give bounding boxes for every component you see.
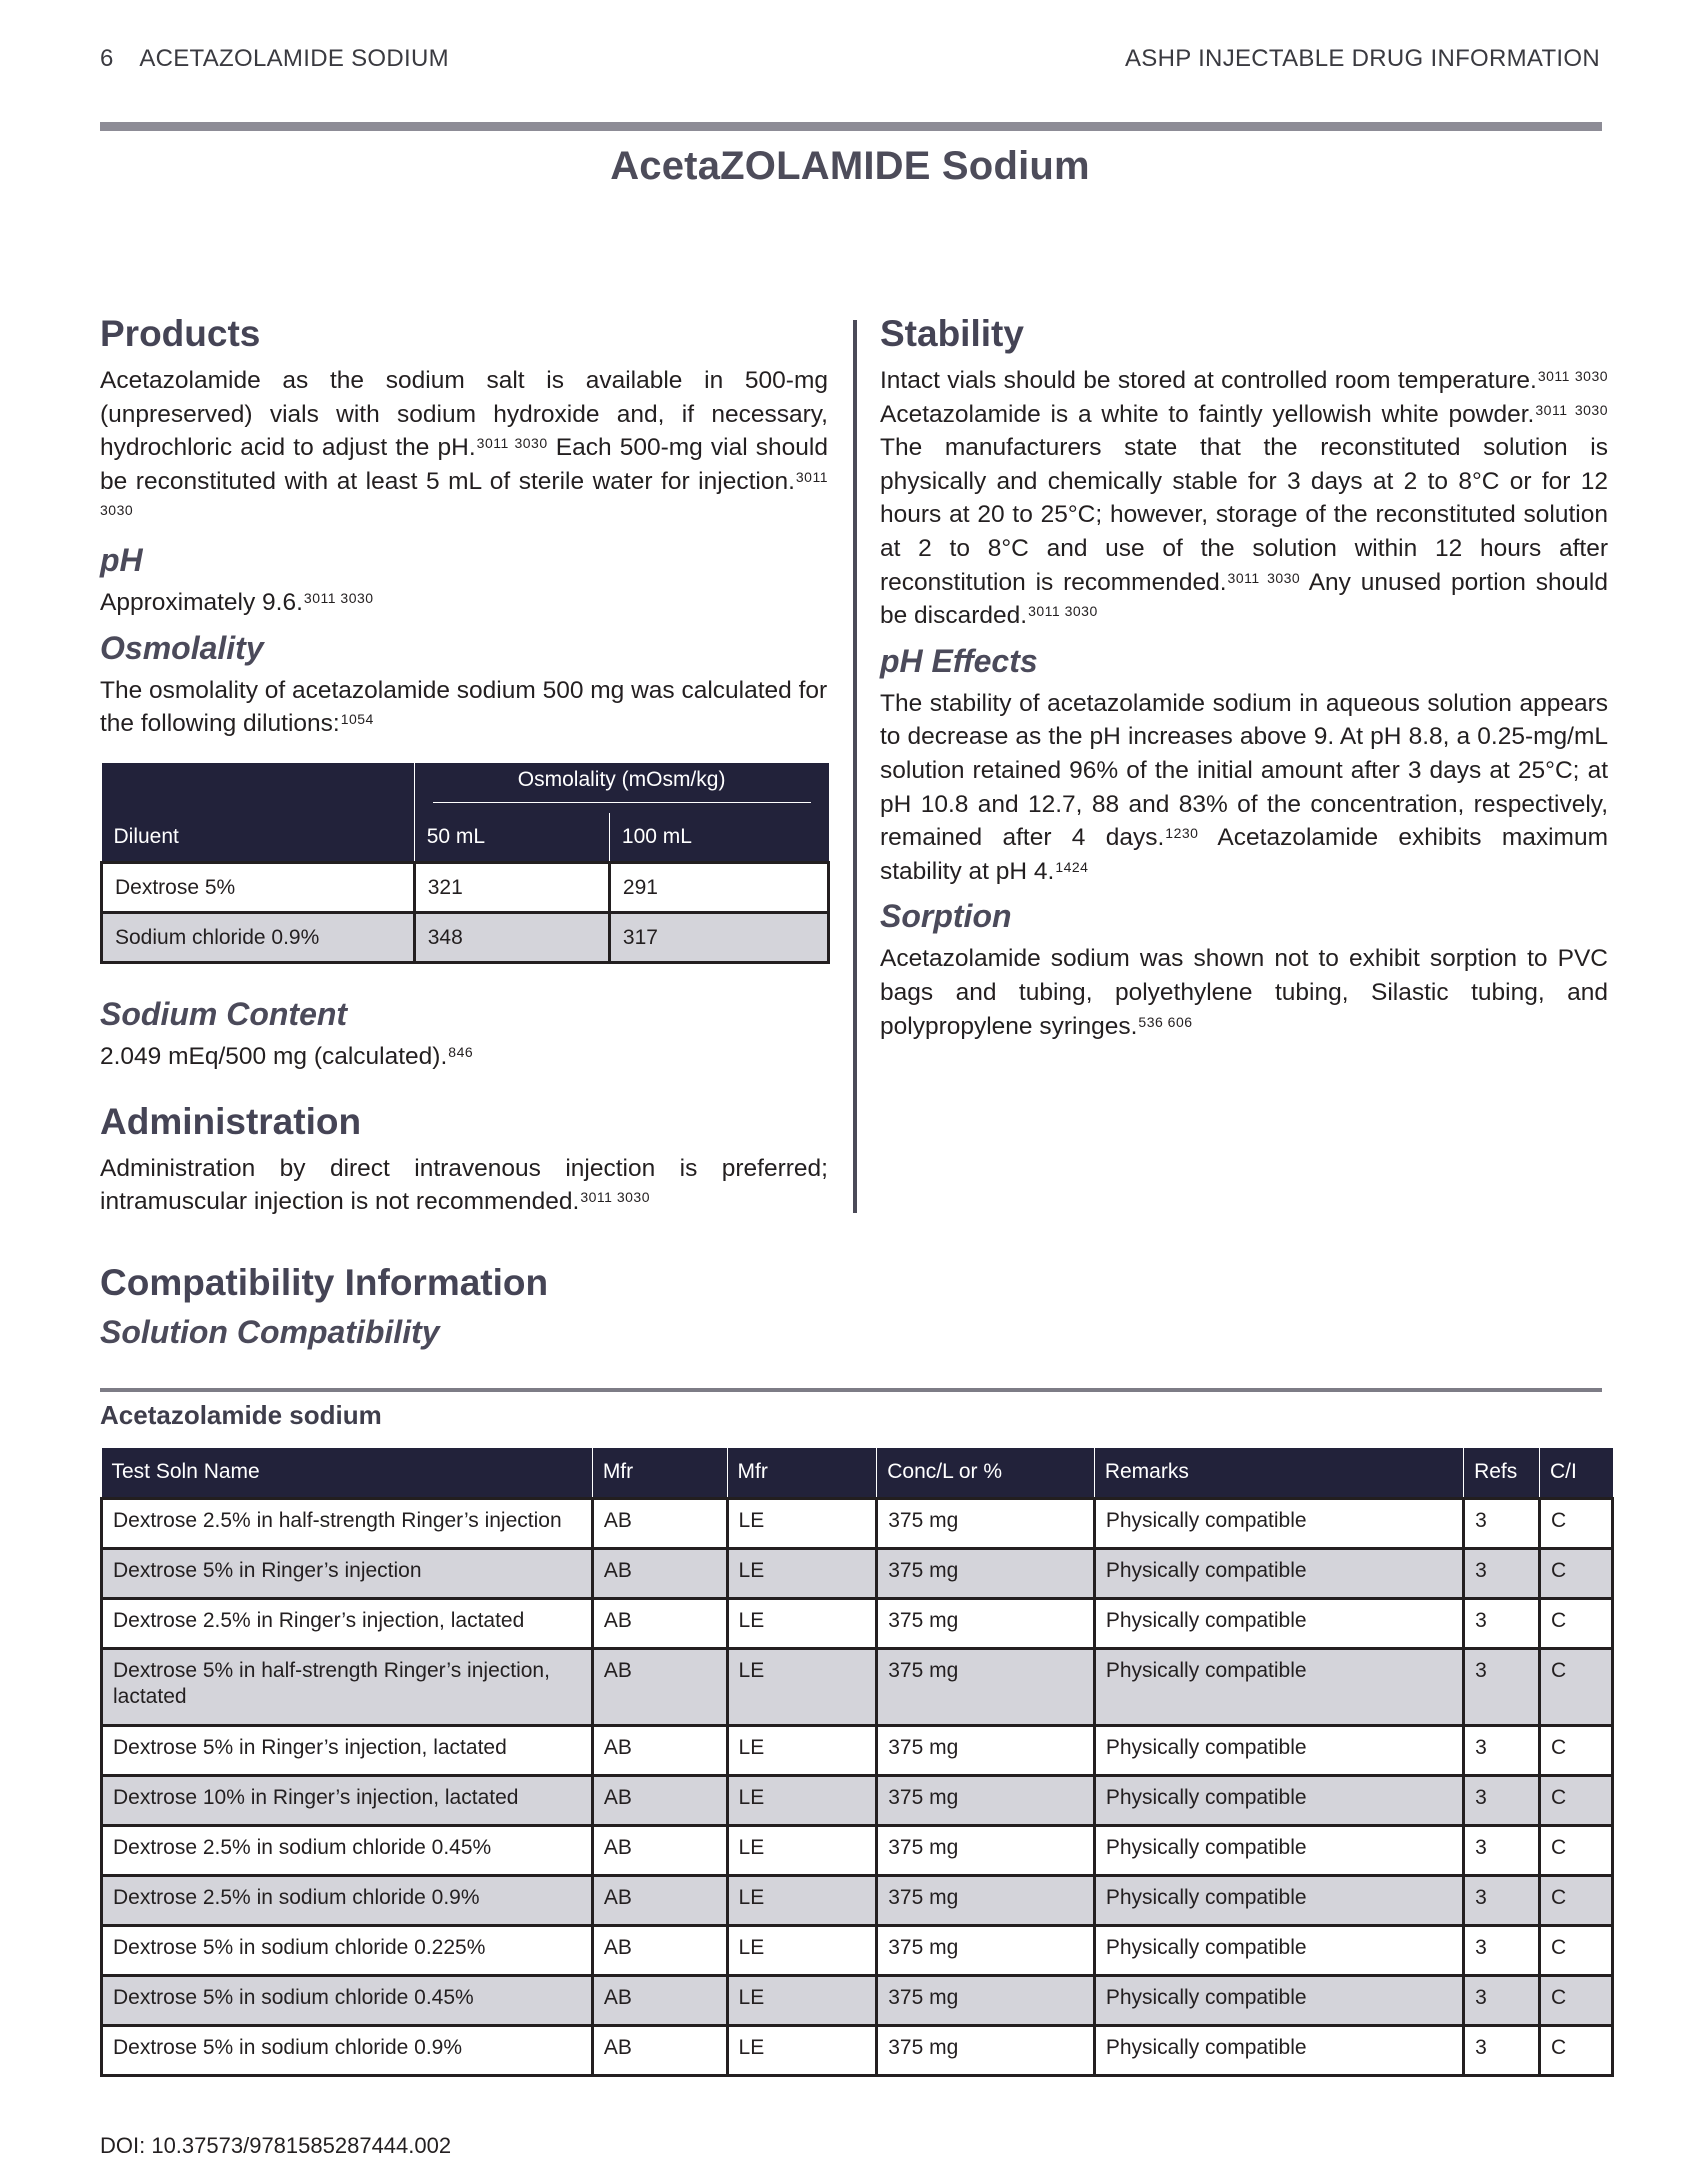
products-section: [100, 312, 828, 532]
concentration-cell: 375 mg: [877, 1648, 1095, 1725]
concentration-cell: 375 mg: [877, 1498, 1095, 1548]
publication-title: ASHP INJECTABLE DRUG INFORMATION: [1125, 45, 1600, 72]
ci-cell: C: [1540, 1498, 1613, 1548]
reference-superscript: 3011 3030: [1227, 569, 1301, 586]
monograph-title: AcetaZOLAMIDE Sodium: [610, 144, 1090, 188]
test-soln-cell: Dextrose 5% in Ringer’s injection, lactated: [102, 1725, 593, 1775]
solution-mfr-cell: AB: [592, 1925, 727, 1975]
remarks-cell: Physically compatible: [1094, 1925, 1463, 1975]
sodium-content-text: 2.049 mEq/500 mg (calculated).$^{846}$: [100, 1043, 474, 1071]
table-row: [102, 1925, 1613, 1975]
reference-superscript: 3011 3030: [1028, 603, 1098, 620]
drug-mfr-cell: LE: [727, 1825, 877, 1875]
remarks-cell: Physically compatible: [1094, 1598, 1463, 1648]
column-header-conc: Conc/L or %: [877, 1448, 1095, 1498]
concentration-cell: 375 mg: [877, 1975, 1095, 2025]
doi-footer: DOI: 10.37573/9781585287444.002: [100, 2133, 452, 2158]
osmolality-heading: Osmolality: [100, 629, 264, 666]
table-row: [102, 1875, 1613, 1925]
solution-mfr-cell: AB: [592, 1975, 727, 2025]
sorption-section: [880, 896, 1608, 1043]
osmolality-section: [100, 628, 828, 965]
left-column: [100, 312, 828, 1219]
drug-mfr-cell: LE: [727, 1875, 877, 1925]
test-soln-cell: Dextrose 5% in sodium chloride 0.9%: [102, 2025, 593, 2075]
refs-cell: 3: [1464, 1925, 1540, 1975]
drug-mfr-cell: LE: [727, 1925, 877, 1975]
remarks-cell: Physically compatible: [1094, 2025, 1463, 2075]
solution-mfr-cell: AB: [592, 1725, 727, 1775]
refs-cell: 3: [1464, 1775, 1540, 1825]
drug-mfr-cell: LE: [727, 1598, 877, 1648]
reference-superscript: 1054: [340, 711, 374, 728]
refs-cell: 3: [1464, 1648, 1540, 1725]
osmolality-group-header: Osmolality (mOsm/kg): [414, 763, 828, 813]
solution-mfr-cell: AB: [592, 1875, 727, 1925]
column-header-refs: Refs: [1464, 1448, 1540, 1498]
running-header-left: [100, 45, 449, 73]
remarks-cell: Physically compatible: [1094, 1548, 1463, 1598]
drug-label: Acetazolamide sodium: [100, 1400, 382, 1430]
ci-cell: C: [1540, 1598, 1613, 1648]
test-soln-cell: Dextrose 2.5% in sodium chloride 0.9%: [102, 1875, 593, 1925]
administration-text: Administration by direct intravenous injection is preferred; intramuscular injection is not recommended.$^{3011 3030}$: [100, 1154, 828, 1216]
column-header-50ml: 50 mL: [414, 813, 609, 863]
table-row: [102, 863, 829, 913]
reference-superscript: 3011 3030: [580, 1189, 650, 1206]
column-header-remarks: Remarks: [1094, 1448, 1463, 1498]
page-number: 6: [100, 45, 114, 72]
running-section-title: ACETAZOLAMIDE SODIUM: [139, 45, 449, 72]
concentration-cell: 375 mg: [877, 1725, 1095, 1775]
right-column: [880, 312, 1608, 1043]
products-text: Acetazolamide as the sodium salt is available in 500-mg (unpreserved) vials with sodium hydroxide and, if necessary, hydrochloric acid to adjust the pH.$^{3011 3030}$ Each 500-mg vial should be reconstituted with at least 5 mL of sterile water for injection.$^{3011 3030}$: [100, 367, 828, 519]
solution-mfr-cell: AB: [592, 1548, 727, 1598]
solution-mfr-cell: AB: [592, 1598, 727, 1648]
test-soln-cell: Dextrose 2.5% in sodium chloride 0.45%: [102, 1825, 593, 1875]
osmolality-100ml-cell: 317: [609, 913, 828, 963]
test-soln-cell: Dextrose 5% in sodium chloride 0.45%: [102, 1975, 593, 2025]
remarks-cell: Physically compatible: [1094, 1775, 1463, 1825]
concentration-cell: 375 mg: [877, 2025, 1095, 2075]
concentration-cell: 375 mg: [877, 1598, 1095, 1648]
column-header-ci: C/I: [1540, 1448, 1613, 1498]
sorption-text: Acetazolamide sodium was shown not to exhibit sorption to PVC bags and tubing, polyethylene tubing, Silastic tubing, and polypropylene syringes.$^{536 606}$: [880, 945, 1608, 1040]
column-header-diluent: Diluent: [102, 813, 415, 863]
header-rule: [100, 122, 1602, 131]
remarks-cell: Physically compatible: [1094, 1975, 1463, 2025]
refs-cell: 3: [1464, 1548, 1540, 1598]
refs-cell: 3: [1464, 2025, 1540, 2075]
concentration-cell: 375 mg: [877, 1925, 1095, 1975]
test-soln-cell: Dextrose 5% in half-strength Ringer’s injection, lactated: [102, 1648, 593, 1725]
table-row: [102, 1648, 1613, 1725]
osmolality-text: The osmolality of acetazolamide sodium 500 mg was calculated for the following dilutions:$^{1054}$: [100, 676, 828, 738]
test-soln-cell: Dextrose 2.5% in half-strength Ringer’s injection: [102, 1498, 593, 1548]
drug-mfr-cell: LE: [727, 1725, 877, 1775]
solution-mfr-cell: AB: [592, 1775, 727, 1825]
refs-cell: 3: [1464, 1725, 1540, 1775]
test-soln-cell: Dextrose 5% in Ringer’s injection: [102, 1548, 593, 1598]
ci-cell: C: [1540, 1975, 1613, 2025]
refs-cell: 3: [1464, 1825, 1540, 1875]
column-header-100ml: 100 mL: [609, 813, 828, 863]
reference-superscript: 3011 3030: [303, 589, 374, 606]
administration-section: [100, 1100, 828, 1219]
compatibility-heading: Compatibility Information: [100, 1262, 549, 1303]
ci-cell: C: [1540, 1925, 1613, 1975]
drug-mfr-cell: LE: [727, 1498, 877, 1548]
remarks-cell: Physically compatible: [1094, 1875, 1463, 1925]
osmolality-50ml-cell: 321: [414, 863, 609, 913]
administration-heading: Administration: [100, 1100, 362, 1142]
concentration-cell: 375 mg: [877, 1775, 1095, 1825]
ph-effects-text: The stability of acetazolamide sodium in aqueous solution appears to decrease as the pH increases above 9. At pH 8.8, a 0.25-mg/mL solution retained 96% of the initial amount after 3 days at 25°C; at pH 10.8 and 12.7, 88 and 83% of the concentration, respectively, remained after 4 days.$^{1230}$ Acetazolamide exhibits maximum stability at pH 4.$^{1424}$: [880, 689, 1608, 885]
test-soln-cell: Dextrose 10% in Ringer’s injection, lactated: [102, 1775, 593, 1825]
sorption-heading: Sorption: [880, 898, 1012, 935]
solution-mfr-cell: AB: [592, 2025, 727, 2075]
reference-superscript: 846: [448, 1044, 474, 1061]
table-row: [102, 1975, 1613, 2025]
ph-heading: pH: [100, 541, 143, 578]
concentration-cell: 375 mg: [877, 1875, 1095, 1925]
osmolality-header-blank: [102, 763, 415, 813]
concentration-cell: 375 mg: [877, 1548, 1095, 1598]
table-row: [102, 2025, 1613, 2075]
remarks-cell: Physically compatible: [1094, 1725, 1463, 1775]
reference-superscript: 536 606: [1138, 1013, 1193, 1030]
ph-effects-section: [880, 641, 1608, 889]
reference-superscript: 3011 3030: [476, 435, 548, 452]
refs-cell: 3: [1464, 1598, 1540, 1648]
solution-compatibility-heading: Solution Compatibility: [100, 1314, 440, 1350]
table-row: [102, 1598, 1613, 1648]
refs-cell: 3: [1464, 1975, 1540, 2025]
solution-compatibility-table: [100, 1448, 1614, 2077]
drug-mfr-cell: LE: [727, 1648, 877, 1725]
reference-superscript: 3011 3030: [1535, 401, 1608, 418]
stability-section: [880, 312, 1608, 633]
refs-cell: 3: [1464, 1498, 1540, 1548]
osmolality-table: [100, 763, 830, 965]
ci-cell: C: [1540, 1775, 1613, 1825]
ph-effects-heading: pH Effects: [880, 642, 1038, 679]
table-row: [102, 1498, 1613, 1548]
stability-heading: Stability: [880, 313, 1024, 354]
remarks-cell: Physically compatible: [1094, 1498, 1463, 1548]
drug-mfr-cell: LE: [727, 2025, 877, 2075]
refs-cell: 3: [1464, 1875, 1540, 1925]
table-row: [102, 1775, 1613, 1825]
concentration-cell: 375 mg: [877, 1825, 1095, 1875]
reference-superscript: 1230: [1165, 825, 1199, 842]
ph-text: Approximately 9.6.$^{3011 3030}$: [100, 588, 374, 616]
reference-superscript: 3011 3030: [100, 468, 828, 519]
compatibility-rule: [100, 1388, 1602, 1392]
stability-text: Intact vials should be stored at controlled room temperature.$^{3011 3030}$ Acetazolamide is a white to faintly yellowish white powder.$^{3011 3030}$ The manufacturers state that the reconstituted solution is physically and chemically stable for 3 days at 2 to 8°C or for 12 hours at 20 to 25°C; however, storage of the reconstituted solution at 2 to 8°C and use of the solution within 12 hours after reconstitution is recommended.$^{3011 3030}$ Any unused portion should be discarded.$^{3011 3030}$: [880, 367, 1609, 630]
drug-mfr-cell: LE: [727, 1775, 877, 1825]
ci-cell: C: [1540, 1725, 1613, 1775]
table-row: [102, 1548, 1613, 1598]
reference-superscript: 3011 3030: [1537, 368, 1609, 384]
running-header: [100, 44, 1600, 74]
ph-section: [100, 540, 828, 620]
ci-cell: C: [1540, 1648, 1613, 1725]
ci-cell: C: [1540, 1875, 1613, 1925]
table-row: [102, 913, 829, 963]
products-heading: Products: [100, 313, 261, 354]
osmolality-100ml-cell: 291: [609, 863, 828, 913]
diluent-cell: Dextrose 5%: [102, 863, 415, 913]
sodium-content-heading: Sodium Content: [100, 996, 348, 1033]
osmolality-50ml-cell: 348: [414, 913, 609, 963]
table-row: [102, 1725, 1613, 1775]
solution-mfr-cell: AB: [592, 1648, 727, 1725]
ci-cell: C: [1540, 1548, 1613, 1598]
reference-superscript: 1424: [1055, 858, 1089, 875]
solution-mfr-cell: AB: [592, 1498, 727, 1548]
drug-mfr-cell: LE: [727, 1975, 877, 2025]
sodium-content-section: [100, 994, 828, 1074]
solution-mfr-cell: AB: [592, 1825, 727, 1875]
column-header-mfr: Mfr: [592, 1448, 727, 1498]
ci-cell: C: [1540, 1825, 1613, 1875]
table-row: [102, 1825, 1613, 1875]
ci-cell: C: [1540, 2025, 1613, 2075]
column-header-test-soln: Test Soln Name: [102, 1448, 593, 1498]
diluent-cell: Sodium chloride 0.9%: [102, 913, 415, 963]
column-divider: [853, 320, 857, 1213]
drug-mfr-cell: LE: [727, 1548, 877, 1598]
test-soln-cell: Dextrose 5% in sodium chloride 0.225%: [102, 1925, 593, 1975]
test-soln-cell: Dextrose 2.5% in Ringer’s injection, lactated: [102, 1598, 593, 1648]
remarks-cell: Physically compatible: [1094, 1825, 1463, 1875]
remarks-cell: Physically compatible: [1094, 1648, 1463, 1725]
column-header-mfr-drug: Mfr: [727, 1448, 877, 1498]
